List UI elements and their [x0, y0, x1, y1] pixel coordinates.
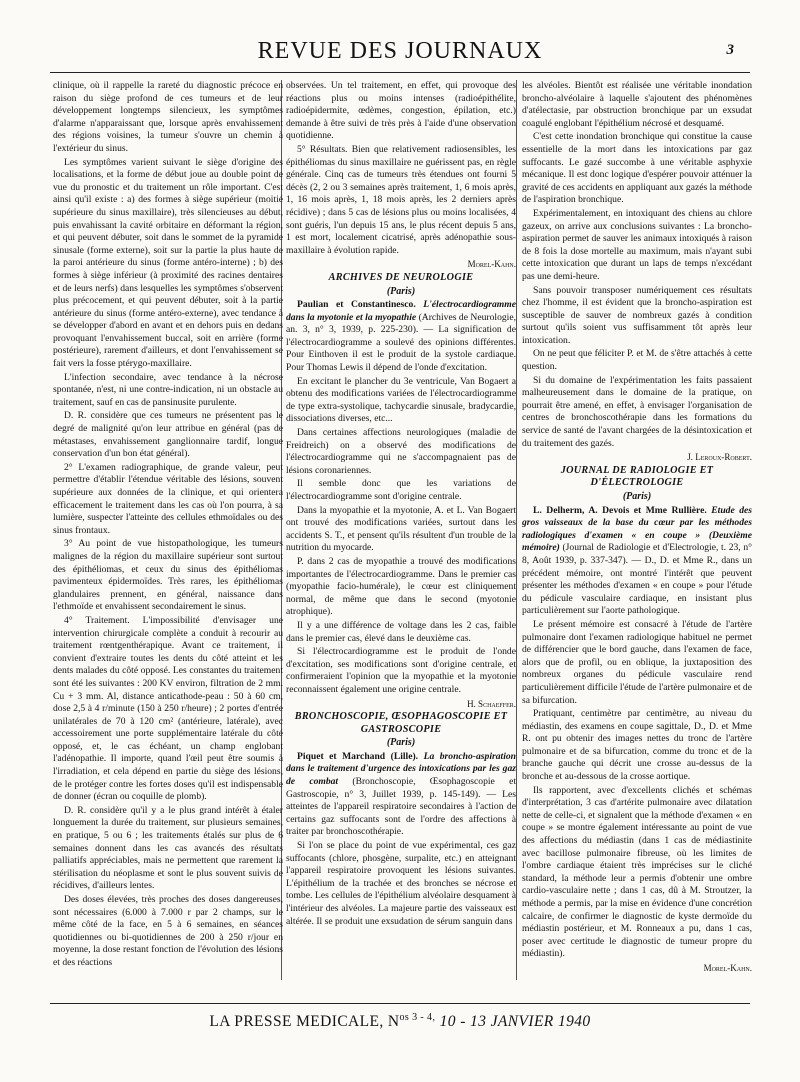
paragraph: 4° Traitement. L'impossibilité d'envisager une intervention chirurgicale complète a conduit à recourir au traitement rœntgenthérapique. Avant ce traitement, il convient d'extraire toutes les dents du côté atteint et les dents malades du côté opposé. Les constantes du traitement sont été les suivantes : 200 KV environ, filtration de 2 mm. Cu + 3 mm. Al, distance anticathode-peau : 50 à 60 cm, dose 2,5 à 4 r/minute (150 à 250 r/heure) ; 2 portes d'entrée unilatérales de 70 à 120 cm² (antérieure, latérale), avec accessoirement une porte supplémentaire latérale du côté opposé, et, le cas échéant, un champ englobant l'adénopathie. Il importe, quand l'œil peut être soumis à l'irradiation, et cela dépend en partie du siège des lésions, de le protéger contre les fortes doses qu'il est indispensable de donner (écran ou coquille de plomb). [53, 614, 283, 803]
paragraph: Les symptômes varient suivant le siège d'origine des localisations, et la forme de début joue au double point de vue du pronostic et du traitement un rôle important. C'est ainsi qu'il existe : a) des formes à siège supérieur (moitié supérieure du sinus maxillaire), très silencieuses au début, puis envahissant la cavité orbitaire en déformant la région, et qui peuvent débuter, soit dans le sommet de la pyramide sinusale (forme externe), soit sur la partie la plus haute de la paroi antérieure du sinus (forme antéro-interne) ; b) des formes à siège inférieur (à proximité des racines dentaires et de leurs nerfs) dans lesquelles les symptômes s'observent plus précocement, et qui peuvent débuter, soit à la partie antérieure du sinus (forme antéro-externe), avec tendance à se développer d'abord en avant et en dehors puis en dedans provoquant l'envahissement buccal, soit en arrière (forme postérieure), rarement d'ailleurs, et dont l'envahissement se fait vers la fosse ptérygo-maxillaire. [53, 156, 283, 370]
paragraph: Si du domaine de l'expérimentation les faits passaient malheureusement dans le domaine de la pratique, on pourrait être amené, en effet, à envisager l'organisation de centres de bronchoscothérapie dans les formations du service de santé de l'avant chargées de la désintoxication et du traitement des gazés. [522, 374, 752, 449]
paragraph: 2° L'examen radiographique, de grande valeur, peut permettre d'établir l'étendue véritable des lésions, souvent supérieure aux données de la clinique, et qui orientera efficacement le traitement dans les cas où l'on pourra, à sa lumière, suspecter l'atteinte des cellules ethmoïdales ou des sinus frontaux. [53, 461, 283, 536]
section-title: BRONCHOSCOPIE, ŒSOPHAGOSCOPIE ET GASTROSCOPIE [294, 711, 508, 735]
paragraph: clinique, où il rappelle la rareté du diagnostic précoce en raison du siège profond de ces tumeurs et de leur développement longtemps silencieux, les symptômes d'alarme n'apparaissant que, lorsque après envahissement des régions voisines, la tumeur s'ouvre un chemin à l'extérieur du sinus. [53, 80, 283, 154]
paragraph: C'est cette inondation bronchique qui constitue la cause essentielle de la mort dans les intoxications par gaz suffocants. Le gazé succombe à une véritable asphyxie mécanique. Il est donc logique d'espérer pouvoir atténuer la gravité de ces accidents en appliquant aux gazés la méthode de l'aspiration bronchique. [522, 131, 752, 206]
section-subtitle: (Paris) [386, 285, 416, 297]
paragraph: Pratiquant, centimètre par centimètre, au niveau du médiastin, des examens en coupe sagittale, D., D. et Mme R. ont pu obtenir des images nettes du tronc de l'artère pulmonaire et de sa bifurcation, comme du tronc et de la branche gauche qui décrit une crosse au-dessus de la bronche et au-dessous de la crosse aortique. [522, 708, 752, 783]
paragraph: D. R. considère qu'il y a le plus grand intérêt à étaler longuement la durée du traitement, sur plusieurs semaines, en pratique, 5 ou 6 ; les traitements étalés sur plus de 6 semaines donnent dans les cas avancés des résultats palliatifs appréciables, mais ne permettent que rarement la stérilisation du néoplasme et sont le plus souvent suivis de récidives, d'ailleurs lentes. [53, 804, 283, 892]
article-reference: (Archives de Neurologie, an. 3, n° 3, 1939, p. 225-230). — La signification de l'électrocardiogramme a soulevé des opinions différentes. Pour Einthoven il est le produit de la systole cardiaque. Pour Thomas Lewis il dépend de l'onde d'excitation. [286, 311, 516, 374]
paragraph: Ils rapportent, avec d'excellents clichés et schémas d'interprétation, 3 cas d'artérite pulmonaire avec dilatation nette de celle-ci, et signalent que la méthode d'examen « en coupe » se montre également intéressante au point de vue des affections du médiastin (dans 1 cas de médiastinite avec bacillose pulmonaire fibreuse, où les limites de l'ombre cardiaque étaient très imprécises sur le cliché standard, la méthode leur a permis d'obtenir une ombre cardio-vasculaire nette ; dans 1 cas, dû à M. Stroutzer, la méthode a permis, par la mise en évidence d'une concrétion calcaire, de confirmer le diagnostic de kyste dermoïde du médiastin postérieur, et M. Ronneaux a pu, dans 1 cas, poser avec certitude le diagnostic de tumeur propre du médiastin). [522, 784, 752, 960]
author-signature: J. Leroux-Robert. [687, 452, 752, 463]
paragraph: Dans certaines affections neurologiques (maladie de Freidreich) on a observé des modifications de l'électrocardiogramme qui ne s'accompagnaient pas de lésions coronariennes. [286, 427, 516, 476]
column-left [53, 80, 283, 1000]
paragraph: 3° Au point de vue histopathologique, les tumeurs malignes de la région du maxillaire supérieur sont surtout des épithéliomas, et ceux du sinus des épithéliomas pavimenteux épidermoïdes. Très rares, les épithéliomas glandulaires prennent, en général, naissance dans l'ethmoïde et envahissent secondairement le sinus. [53, 538, 283, 613]
article-title: La broncho-aspiration dans le traitement d'urgence des intoxications par les gaz de combat [286, 750, 516, 788]
paragraph: L'infection secondaire, avec tendance à la nécrose spontanée, n'est, ni une contre-indication, ni un obstacle au traitement, sauf en cas de pansinusite purulente. [53, 371, 283, 408]
paragraph: Si l'on se place du point de vue expérimental, ces gaz suffocants (chlore, phosgène, surpalite, etc.) en atteignant l'appareil respiratoire provoquent les lésions suivantes. L'épithélium de la trachée et des bronches se nécrose et tombe. Les cellules de l'épithélium alvéolaire desquament à l'intérieur des alvéoles. La majeure partie des vaisseaux est altérée. Il se produit une exsudation de sérum sanguin dans [286, 840, 516, 927]
article-authors: Paulian et Constantinesco. [297, 299, 416, 311]
article-authors: Piquet et Marchand (Lille). [297, 750, 419, 762]
paragraph: les alvéoles. Bientôt est réalisée une véritable inondation broncho-alvéolaire à laquelle s'ajoutent des phénomènes d'atélectasie, par obstruction bronchique par un exsudat coagulé englobant l'épithélium nécrosé et desquamé. [522, 80, 752, 129]
article-title: L'électrocardiogramme dans la myotonie et la myopathie [286, 299, 516, 323]
paragraph: 5° Résultats. Bien que relativement radiosensibles, les épithéliomas du sinus maxillaire ne guérissent pas, en règle générale. Cinq cas de tumeurs très étendues ont fourni 5 décès (2, 2 ou 3 semaines après traitement, 1, 6 mois après, 1, 16 mois après, 1, 18 mois après, les 2 derniers après récidive) ; dans 5 cas de lésions plus ou moins localisées, 4 sont guéris, l'un depuis 15 ans, le plus récent depuis 5 ans, 1 est mort, localement cicatrisé, après adénopathie sous-maxillaire à évolution rapide. [286, 143, 516, 256]
article-reference: (Bronchoscopie, Œsophagoscopie et Gastroscopie, n° 3, Juillet 1939, p. 145-149). — Les atteintes de l'appareil respiratoire secondaires à l'action de certains gaz suffocants sont de l'ordre des affections à traiter par bronchoscothérapie. [286, 776, 516, 838]
header-rule [50, 72, 750, 73]
paragraph: Des doses élevées, très proches des doses dangereuses, sont nécessaires (6.000 à 7.000 r par 2 champs, sur le même côté de la face, en 5 à 6 semaines, en séances quotidiennes ou bi-quotidiennes de 200 à 250 r/jour en moyenne, la dose restant fonction de l'évolution des lésions et des réactions [53, 894, 283, 968]
footer-dates: 10 - 13 JANVIER 1940 [439, 1013, 591, 1031]
column-right [522, 80, 752, 1000]
paragraph: On ne peut que féliciter P. et M. de s'être attachés à cette question. [522, 348, 752, 373]
paragraph: Il semble donc que les variations de l'électrocardiogramme sont d'origine centrale. [286, 478, 516, 502]
footer-rule [50, 1003, 750, 1004]
section-subtitle: (Paris) [622, 491, 652, 502]
article-entry [522, 505, 752, 618]
article-entry [286, 299, 516, 375]
paragraph: Dans la myopathie et la myotonie, A. et L. Van Bogaert ont trouvé des modifications variées, surtout dans les accidents S. T., et pensent qu'ils résultent d'un trouble de la nutrition du myocarde. [286, 504, 516, 554]
column-divider [516, 80, 517, 980]
section-subtitle: (Paris) [386, 737, 416, 749]
paragraph: Sans pouvoir transposer numériquement ces résultats chez l'homme, il est évident que la broncho-aspiration est susceptible de sauver de nombreux gazés à condition surtout qu'ils soient vus suffisamment tôt après leur intoxication. [522, 284, 752, 346]
article-reference: (Journal de Radiologie et d'Electrologie, t. 23, n° 8, Août 1939, p. 337-347). — D., D. et Mme R., dans un précédent mémoire, ont montré l'intérêt que peuvent présenter les méthodes d'examen « en coupe » pour l'étude du pédicule vasculaire cardiaque, en insistant plus particulièrement sur l'aorte pathologique. [522, 542, 752, 617]
article-title: Etude des gros vaisseaux de la base du cœur par les méthodes radiologiques d'examen « en coupe » (Deuxième mémoire) [522, 504, 752, 554]
paragraph: observées. Un tel traitement, en effet, qui provoque des réactions plus ou moins intenses (radioépithélite, radioépidermite, œdèmes, congestion, épilation, etc.) demande à être suivi de très près à l'aide d'une observation quotidienne. [286, 80, 516, 142]
section-title: JOURNAL DE RADIOLOGIE ET D'ÉLECTROLOGIE [560, 464, 714, 489]
page-number: 3 [726, 42, 734, 58]
author-signature: Morel-Kahn. [467, 259, 516, 270]
author-signature: Morel-Kahn. [703, 962, 752, 973]
article-authors: L. Delherm, A. Devois et Mme Rullière. [533, 504, 707, 516]
paragraph: Il y a une différence de voltage dans les 2 cas, faible dans le premier cas, élevé dans le deuxième cas. [286, 619, 516, 644]
page-footer [0, 1012, 800, 1031]
paragraph: Si l'électrocardiogramme est le produit de l'onde d'excitation, ses modifications sont d'origine centrale, et confirmeraient l'opinion que la myopathie et la myotonie reconnaissent également une origine centrale. [286, 646, 516, 695]
author-signature: H. Schaeffer. [467, 698, 516, 709]
paragraph: D. R. considère que ces tumeurs ne présentent pas le degré de malignité qu'on leur attribue en général (pas de métastases, envahissement ganglionnaire tardif, longue conservation d'un bon état général). [53, 410, 283, 460]
footer-issue-sup: os 3 - 4, [399, 1012, 436, 1023]
footer-journal: LA PRESSE MEDICALE, N [209, 1013, 400, 1031]
section-title: ARCHIVES DE NEUROLOGIE [328, 271, 474, 283]
running-title: REVUE DES JOURNAUX [257, 38, 543, 64]
paragraph: Le présent mémoire est consacré à l'étude de l'artère pulmonaire dont l'examen radiologique habituel ne permet de différencier que le bord gauche, dans l'examen de face, alors que de profil, ou en oblique, la juxtaposition des nombreux organes du pédicule vasculaire rend particulièrement difficile l'étude de l'artère pulmonaire et de sa bifurcation. [522, 618, 752, 706]
paragraph: En excitant le plancher du 3e ventricule, Van Bogaert a obtenu des modifications variées de l'électrocardiogramme de type extra-systolique, tachycardie sinusale, bradycardie, dissociations diverses, etc... [286, 375, 516, 425]
column-middle [286, 80, 516, 1000]
paragraph: P. dans 2 cas de myopathie a trouvé des modifications importantes de l'électrocardiogramme. Dans le premier cas (myopathie facio-humérale), le cœur est cliniquement normal, de même que dans le second (myotonie atrophique). [286, 555, 516, 618]
paragraph: Expérimentalement, en intoxiquant des chiens au chlore gazeux, on arrive aux conclusions suivantes : La broncho-aspiration permet de sauver les animaux intoxiqués à raison de 8 fois la dose mortelle au maximum, mais n'ayant subi cette intoxication que durant un laps de temps n'excédant pas une demi-heure. [522, 207, 752, 282]
article-entry [286, 751, 516, 839]
